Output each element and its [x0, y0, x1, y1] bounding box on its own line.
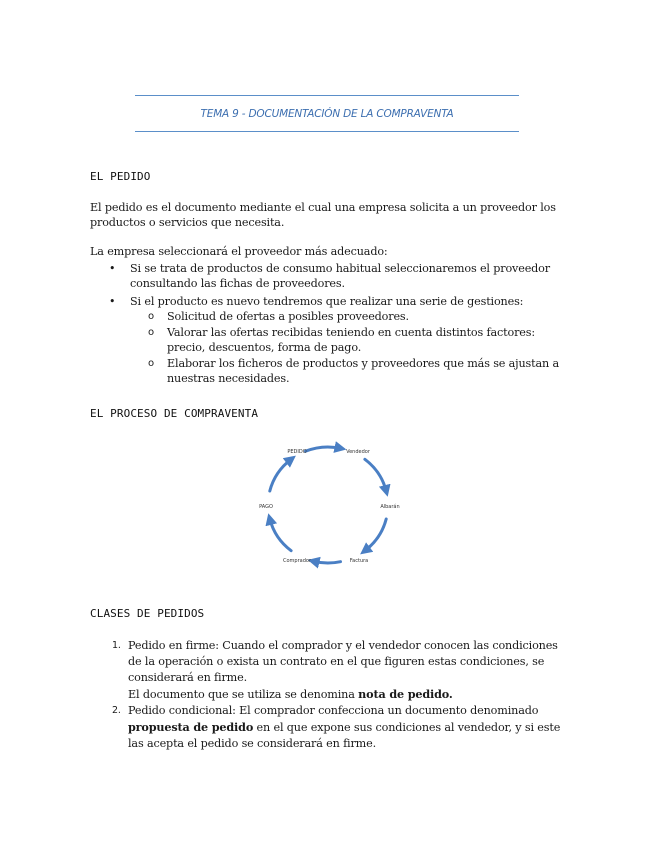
circle-bullet-icon: o [148, 358, 154, 369]
pedido-definition-line: El pedido es el documento mediante el cual una empresa solicita a un proveedor los [90, 201, 556, 214]
compraventa-cycle-diagram [250, 435, 410, 580]
list-number: 1. [112, 640, 121, 651]
pedido-definition [90, 200, 570, 230]
bullet-list [90, 261, 570, 389]
nota-de-pedido-term: nota de pedido. [358, 687, 453, 701]
title-rule-bottom [135, 131, 519, 132]
title-rule-top [135, 95, 519, 96]
bullet-icon: • [109, 295, 116, 308]
document-title: TEMA 9 - DOCUMENTACIÓN DE LA COMPRAVENTA [200, 108, 454, 120]
pedido-definition-line: productos o servicios que necesita. [90, 216, 285, 229]
sub-list [130, 309, 570, 386]
list-item: • Si se trata de productos de consumo habitual seleccionaremos el proveedor consultando las fichas de proveedores. [109, 262, 550, 290]
circle-bullet-icon: o [148, 327, 154, 338]
arrow-albaran-to-factura [365, 519, 386, 551]
list-item: 1. Pedido en firme: Cuando el comprador y el vendedor conocen las condiciones de la operación o exista un contrato en el que figuren estas condiciones, se considerará en firme. El documento que se utiliza se denomina nota de pedido. [112, 639, 558, 701]
sub-list-item: o Solicitud de ofertas a posibles proveedores. [148, 310, 409, 323]
node-label-vendedor: Vendedor [346, 449, 370, 455]
sub-list-item: o Valorar las ofertas recibidas teniendo en cuenta distintos factores: precio, descuentos, forma de pago. [148, 326, 535, 354]
node-label-pedido: PEDIDO [287, 449, 307, 455]
node-label-factura: Factura [349, 558, 369, 564]
section-heading-pedido: EL PEDIDO [90, 170, 151, 183]
arrow-comprador-to-pago [270, 519, 291, 551]
section-heading-proceso: EL PROCESO DE COMPRAVENTA [90, 407, 259, 420]
list-item: 2. Pedido condicional: El comprador confecciona un documento denominado propuesta de pedido en el que expone sus condiciones al vendedor, y si este las acepta el pedido se considerará en firme. [112, 704, 561, 750]
arrow-pago-to-pedido [270, 459, 291, 491]
cycle-diagram-svg [250, 435, 410, 580]
arrow-pedido-to-vendedor [306, 447, 341, 451]
numbered-list [90, 638, 570, 752]
arrow-factura-to-comprador [314, 561, 341, 563]
list-number: 2. [112, 705, 121, 716]
sub-list-item: o Elaborar los ficheros de productos y proveedores que más se ajustan a nuestras necesidades. [148, 357, 559, 385]
node-label-albaran: Albarán [380, 504, 400, 510]
propuesta-de-pedido-term: propuesta de pedido [128, 720, 254, 734]
list-item: • Si el producto es nuevo tendremos que realizar una serie de gestiones: o Solicitud de ofertas a posibles proveedores. o Valorar las ofertas recibidas teniendo en cuenta distintos factores: precio, descuentos, forma de pago. o Elaborar los ficheros de productos y proveedores que más se ajustan a nuestras necesidades. [90, 294, 570, 386]
bullet-icon: • [109, 262, 116, 275]
node-label-comprador: Comprador [282, 558, 312, 564]
circle-bullet-icon: o [148, 311, 154, 322]
arrow-vendedor-to-albaran [365, 459, 386, 491]
section-heading-clases: CLASES DE PEDIDOS [90, 607, 205, 620]
node-label-pago: PAGO [259, 504, 273, 510]
proveedor-intro: La empresa seleccionará el proveedor más adecuado: [90, 245, 388, 258]
